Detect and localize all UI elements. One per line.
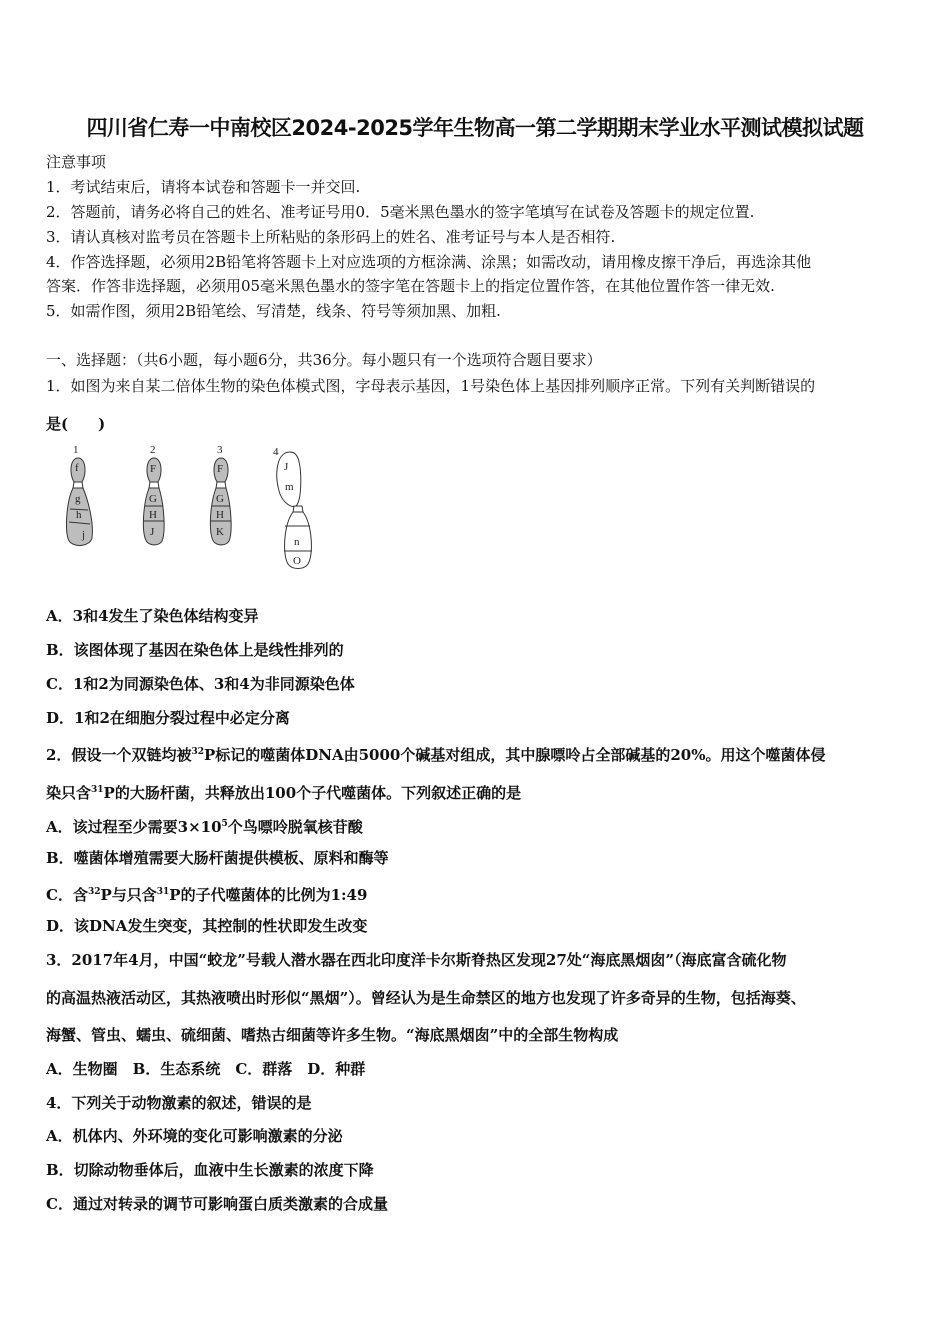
page-title: 四川省仁寿一中南校区2024-2025学年生物高一第二学期期末学业水平测试模拟试题	[86, 116, 864, 140]
chromosome-2	[143, 444, 164, 545]
text-run: P的大肠杆菌，共释放出100个子代噬菌体。下列叙述正确的是	[103, 784, 522, 802]
gene-label: n	[294, 536, 300, 548]
text-run: A．该过程至少需要3×10	[46, 818, 222, 836]
q2-option-a	[46, 814, 363, 837]
superscript: 31	[91, 785, 104, 795]
notice-item: 答案．作答非选择题，必须用05毫米黑色墨水的签字笔在答题卡上的指定位置作答，在其他位置作答一律无效.	[46, 277, 775, 295]
gene-label: G	[216, 493, 224, 505]
q2-stem-line1	[46, 742, 826, 765]
notice-item: 3．请认真核对监考员在答题卡上所粘贴的条形码上的姓名、准考证号与本人是否相符.	[46, 228, 616, 246]
section-heading: 一、选择题：（共6小题，每小题6分，共36分。每小题只有一个选项符合题目要求）	[46, 351, 602, 369]
gene-label: G	[149, 493, 157, 505]
notice-item: 4．作答选择题，必须用2B铅笔将答题卡上对应选项的方框涂满、涂黑；如需改动，请用橡皮擦干净后，再选涂其他	[46, 253, 812, 271]
chromosome-3	[210, 444, 231, 545]
gene-label: F	[150, 463, 157, 475]
gene-label: F	[217, 463, 224, 475]
chromosome-number: 1	[73, 444, 79, 456]
q4-option-b: B．切除动物垂体后，血液中生长激素的浓度下降	[46, 1161, 374, 1179]
notice-item: 1．考试结束后，请将本试卷和答题卡一并交回.	[46, 178, 361, 196]
q4-stem: 4．下列关于动物激素的叙述，错误的是	[46, 1094, 312, 1112]
q2-option-c	[46, 882, 367, 905]
chromosome-number: 2	[150, 444, 156, 456]
gene-label: J	[284, 461, 289, 473]
gene-label: h	[76, 509, 82, 521]
q1-option-c: C．1和2为同源染色体、3和4为非同源染色体	[46, 675, 355, 693]
superscript: 32	[87, 887, 101, 897]
q3-stem-line1: 3．2017年4月，中国“蛟龙”号载人潜水器在西北印度洋卡尔斯脊热区发现27处“海底黑烟囱”（海底富含硫化物	[46, 951, 787, 969]
q1-option-a: A．3和4发生了染色体结构变异	[46, 607, 259, 625]
q4-option-a: A．机体内、外环境的变化可影响激素的分泌	[46, 1127, 343, 1145]
gene-label: H	[216, 509, 224, 521]
text-run: P与只含	[100, 886, 157, 904]
q1-option-b: B．该图体现了基因在染色体上是线性排列的	[46, 641, 344, 659]
q4-option-c: C．通过对转录的调节可影响蛋白质类激素的合成量	[46, 1195, 388, 1213]
text-run: P的子代噬菌体的比例为1:49	[169, 886, 368, 904]
chromosome-1	[66, 444, 92, 545]
notice-item: 2．答题前，请务必将自己的姓名、准考证号用0．5毫米黑色墨水的签字笔填写在试卷及答题卡的规定位置.	[46, 203, 755, 221]
gene-label: H	[149, 509, 157, 521]
gene-label: K	[216, 526, 224, 538]
text-run: 染只含	[46, 784, 92, 802]
gene-label: m	[285, 481, 294, 493]
superscript: 5	[221, 819, 228, 829]
text-run: 2．假设一个双链均被	[46, 746, 192, 764]
q1-stem-line2: 是( )	[46, 415, 106, 433]
q1-stem-line1: 1．如图为来自某二倍体生物的染色体模式图，字母表示基因，1号染色体上基因排列顺序正常。下列有关判断错误的	[46, 377, 816, 395]
chromosome-number: 4	[273, 446, 279, 458]
q3-options: A．生物圈 B．生态系统 C．群落 D．种群	[46, 1060, 366, 1078]
gene-label: O	[293, 555, 301, 567]
q3-stem-line2: 的高温热液活动区，其热液喷出时形似“黑烟”）。曾经认为是生命禁区的地方也发现了许多奇异的生物，包括海葵、	[46, 989, 806, 1007]
q3-stem-line3: 海蟹、管虫、蠕虫、硫细菌、嗜热古细菌等许多生物。“海底黑烟囱”中的全部生物构成	[46, 1026, 619, 1044]
superscript: 31	[156, 887, 170, 897]
q2-option-b: B．噬菌体增殖需要大肠杆菌提供模板、原料和酶等	[46, 849, 389, 867]
q1-option-d: D．1和2在细胞分裂过程中必定分离	[46, 709, 290, 727]
gene-label: J	[150, 526, 155, 538]
text-run: P标记的噬菌体DNA由5000个碱基对组成，其中腺嘌呤占全部碱基的20%。用这个噬菌体侵	[203, 746, 826, 764]
superscript: 32	[191, 747, 204, 757]
text-run: 个鸟嘌呤脱氧核苷酸	[227, 818, 363, 836]
gene-label: f	[75, 462, 79, 474]
chromosome-4	[273, 446, 312, 569]
q2-option-d: D．该DNA发生突变，其控制的性状即发生改变	[46, 917, 368, 935]
q2-stem-line2	[46, 780, 521, 803]
text-run: C．含	[46, 886, 88, 904]
notice-item: 5．如需作图，须用2B铅笔绘、写清楚，线条、符号等须加黑、加粗.	[46, 302, 501, 320]
chromosome-figure	[58, 442, 318, 572]
gene-label: g	[75, 493, 81, 505]
gene-label: j	[82, 529, 86, 541]
chromosome-number: 3	[217, 444, 223, 456]
notice-heading: 注意事项	[46, 153, 107, 171]
